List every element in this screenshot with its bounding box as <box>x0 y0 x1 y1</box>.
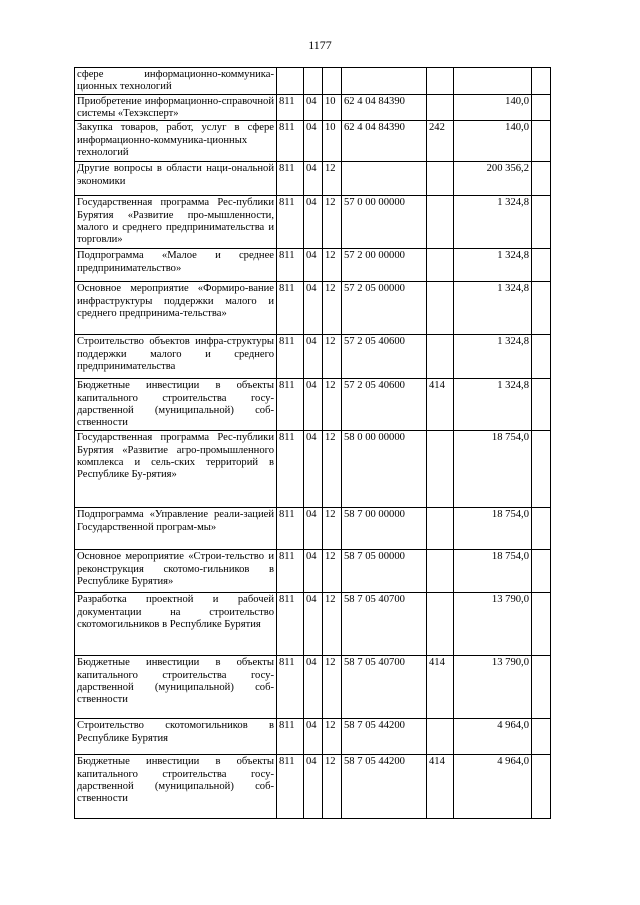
table-row <box>75 162 551 196</box>
table-row <box>75 379 551 431</box>
expense-type-cell: 242 <box>427 121 454 162</box>
item-name-cell: Подпрограмма «Управление реали-зацией Государственной програм-мы» <box>75 508 277 550</box>
empty-cell <box>532 431 551 508</box>
target-article-cell: 57 2 00 00000 <box>342 249 427 282</box>
amount-cell: 140,0 <box>454 121 532 162</box>
empty-cell <box>532 379 551 431</box>
admin-code-cell: 811 <box>277 162 304 196</box>
target-article-cell: 58 7 00 00000 <box>342 508 427 550</box>
expense-type-cell <box>427 162 454 196</box>
empty-cell <box>532 593 551 656</box>
table-row <box>75 656 551 719</box>
table-row <box>75 550 551 593</box>
empty-cell <box>532 249 551 282</box>
amount-cell: 1 324,8 <box>454 379 532 431</box>
empty-cell <box>532 121 551 162</box>
section-code-cell: 04 <box>304 431 323 508</box>
subsection-code-cell: 10 <box>323 95 342 121</box>
target-article-cell: 58 7 05 40700 <box>342 656 427 719</box>
subsection-code-cell: 12 <box>323 755 342 819</box>
target-article-cell: 62 4 04 84390 <box>342 95 427 121</box>
amount-cell <box>454 68 532 95</box>
item-name-cell: Приобретение информационно-справочной системы «Техэксперт» <box>75 95 277 121</box>
section-code-cell: 04 <box>304 121 323 162</box>
item-name-cell: Государственная программа Рес-публики Бурятия «Развитие про-мышленности, малого и среднего предпринимательства и торговли» <box>75 196 277 249</box>
amount-cell: 1 324,8 <box>454 249 532 282</box>
expense-type-cell <box>427 431 454 508</box>
empty-cell <box>532 656 551 719</box>
section-code-cell: 04 <box>304 196 323 249</box>
subsection-code-cell: 12 <box>323 249 342 282</box>
table-row <box>75 196 551 249</box>
target-article-cell: 57 0 00 00000 <box>342 196 427 249</box>
section-code-cell: 04 <box>304 379 323 431</box>
item-name-cell: Закупка товаров, работ, услуг в сфере информационно-коммуника-ционных технологий <box>75 121 277 162</box>
table-row <box>75 593 551 656</box>
admin-code-cell: 811 <box>277 431 304 508</box>
admin-code-cell: 811 <box>277 593 304 656</box>
expense-type-cell <box>427 550 454 593</box>
budget-table <box>74 67 551 819</box>
empty-cell <box>532 508 551 550</box>
item-name-cell: Бюджетные инвестиции в объекты капитального строительства госу-дарственной (муниципальной) соб-ственности <box>75 755 277 819</box>
target-article-cell: 57 2 05 00000 <box>342 282 427 335</box>
item-name-cell: Бюджетные инвестиции в объекты капитального строительства госу-дарственной (муниципальной) соб-ственности <box>75 656 277 719</box>
item-name-cell: Бюджетные инвестиции в объекты капитального строительства госу-дарственной (муниципальной) соб-ственности <box>75 379 277 431</box>
admin-code-cell: 811 <box>277 249 304 282</box>
section-code-cell: 04 <box>304 656 323 719</box>
subsection-code-cell: 12 <box>323 431 342 508</box>
item-name-cell: Подпрограмма «Малое и среднее предпринимательство» <box>75 249 277 282</box>
target-article-cell: 58 7 05 40700 <box>342 593 427 656</box>
section-code-cell: 04 <box>304 162 323 196</box>
subsection-code-cell: 12 <box>323 508 342 550</box>
empty-cell <box>532 550 551 593</box>
empty-cell <box>532 196 551 249</box>
item-name-cell: Разработка проектной и рабочей документации на строительство скотомогильников в Республике Бурятия <box>75 593 277 656</box>
subsection-code-cell <box>323 68 342 95</box>
expense-type-cell <box>427 68 454 95</box>
section-code-cell: 04 <box>304 249 323 282</box>
admin-code-cell: 811 <box>277 282 304 335</box>
table-row <box>75 282 551 335</box>
admin-code-cell: 811 <box>277 755 304 819</box>
admin-code-cell: 811 <box>277 121 304 162</box>
section-code-cell: 04 <box>304 719 323 755</box>
expense-type-cell <box>427 335 454 379</box>
expense-type-cell: 414 <box>427 379 454 431</box>
expense-type-cell <box>427 249 454 282</box>
section-code-cell: 04 <box>304 550 323 593</box>
subsection-code-cell: 12 <box>323 379 342 431</box>
expense-type-cell <box>427 508 454 550</box>
subsection-code-cell: 12 <box>323 196 342 249</box>
subsection-code-cell: 12 <box>323 282 342 335</box>
table-row <box>75 335 551 379</box>
target-article-cell: 62 4 04 84390 <box>342 121 427 162</box>
item-name-cell: Государственная программа Рес-публики Бурятия «Развитие агро-промышленного комплекса и сель-ских территорий в Республике Бу-рятия» <box>75 431 277 508</box>
empty-cell <box>532 162 551 196</box>
admin-code-cell: 811 <box>277 719 304 755</box>
admin-code-cell: 811 <box>277 335 304 379</box>
item-name-cell: сфере информационно-коммуника-ционных технологий <box>75 68 277 95</box>
empty-cell <box>532 95 551 121</box>
subsection-code-cell: 12 <box>323 550 342 593</box>
admin-code-cell: 811 <box>277 656 304 719</box>
target-article-cell <box>342 68 427 95</box>
target-article-cell: 58 7 05 44200 <box>342 719 427 755</box>
admin-code-cell: 811 <box>277 196 304 249</box>
item-name-cell: Основное мероприятие «Строи-тельство и реконструкция скотомо-гильников в Республике Бурятия» <box>75 550 277 593</box>
amount-cell: 200 356,2 <box>454 162 532 196</box>
empty-cell <box>532 719 551 755</box>
amount-cell: 18 754,0 <box>454 550 532 593</box>
expense-type-cell: 414 <box>427 755 454 819</box>
table-row <box>75 719 551 755</box>
table-row <box>75 431 551 508</box>
item-name-cell: Строительство объектов инфра-структуры поддержки малого и среднего предпринимательства <box>75 335 277 379</box>
target-article-cell: 58 7 05 44200 <box>342 755 427 819</box>
admin-code-cell: 811 <box>277 95 304 121</box>
empty-cell <box>532 68 551 95</box>
budget-table-body <box>75 68 551 819</box>
table-row <box>75 755 551 819</box>
amount-cell: 140,0 <box>454 95 532 121</box>
target-article-cell <box>342 162 427 196</box>
amount-cell: 1 324,8 <box>454 196 532 249</box>
expense-type-cell <box>427 719 454 755</box>
empty-cell <box>532 282 551 335</box>
table-row <box>75 508 551 550</box>
section-code-cell: 04 <box>304 95 323 121</box>
amount-cell: 1 324,8 <box>454 335 532 379</box>
expense-type-cell <box>427 593 454 656</box>
admin-code-cell: 811 <box>277 550 304 593</box>
amount-cell: 13 790,0 <box>454 656 532 719</box>
subsection-code-cell: 12 <box>323 656 342 719</box>
amount-cell: 4 964,0 <box>454 719 532 755</box>
amount-cell: 4 964,0 <box>454 755 532 819</box>
section-code-cell: 04 <box>304 593 323 656</box>
expense-type-cell: 414 <box>427 656 454 719</box>
item-name-cell: Основное мероприятие «Формиро-вание инфраструктуры поддержки малого и среднего предпринима-тельства» <box>75 282 277 335</box>
empty-cell <box>532 755 551 819</box>
target-article-cell: 58 0 00 00000 <box>342 431 427 508</box>
section-code-cell <box>304 68 323 95</box>
amount-cell: 13 790,0 <box>454 593 532 656</box>
subsection-code-cell: 12 <box>323 593 342 656</box>
section-code-cell: 04 <box>304 335 323 379</box>
subsection-code-cell: 10 <box>323 121 342 162</box>
page-number: 1177 <box>308 38 332 52</box>
amount-cell: 18 754,0 <box>454 508 532 550</box>
table-row <box>75 68 551 95</box>
section-code-cell: 04 <box>304 755 323 819</box>
target-article-cell: 57 2 05 40600 <box>342 335 427 379</box>
admin-code-cell: 811 <box>277 508 304 550</box>
section-code-cell: 04 <box>304 282 323 335</box>
subsection-code-cell: 12 <box>323 335 342 379</box>
subsection-code-cell: 12 <box>323 162 342 196</box>
table-row <box>75 121 551 162</box>
admin-code-cell <box>277 68 304 95</box>
target-article-cell: 58 7 05 00000 <box>342 550 427 593</box>
empty-cell <box>532 335 551 379</box>
table-row <box>75 249 551 282</box>
target-article-cell: 57 2 05 40600 <box>342 379 427 431</box>
expense-type-cell <box>427 282 454 335</box>
subsection-code-cell: 12 <box>323 719 342 755</box>
table-row <box>75 95 551 121</box>
amount-cell: 18 754,0 <box>454 431 532 508</box>
section-code-cell: 04 <box>304 508 323 550</box>
item-name-cell: Другие вопросы в области наци-ональной экономики <box>75 162 277 196</box>
expense-type-cell <box>427 95 454 121</box>
item-name-cell: Строительство скотомогильников в Республике Бурятия <box>75 719 277 755</box>
admin-code-cell: 811 <box>277 379 304 431</box>
expense-type-cell <box>427 196 454 249</box>
amount-cell: 1 324,8 <box>454 282 532 335</box>
